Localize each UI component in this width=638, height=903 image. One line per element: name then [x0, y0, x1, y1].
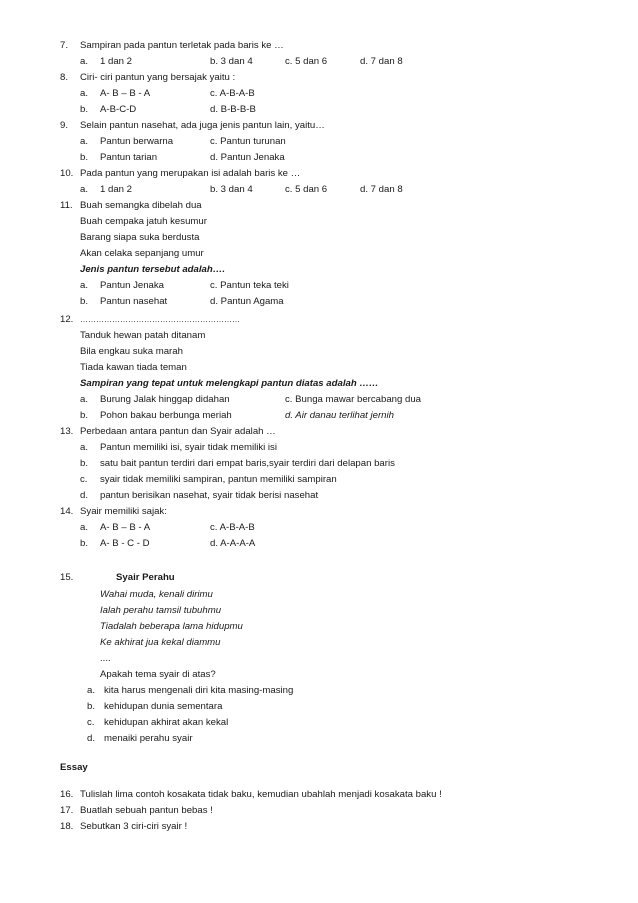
q8-option-b-label: b.	[80, 104, 89, 115]
q11-pantun-line-1: Buah semangka dibelah dua	[80, 200, 202, 211]
q9-option-d: d. Pantun Jenaka	[210, 152, 285, 163]
q10-option-c: c. 5 dan 6	[285, 184, 328, 195]
q7-question: Sampiran pada pantun terletak pada baris ke …	[80, 40, 284, 51]
q15-option-b-label: b.	[87, 701, 96, 712]
q14-number: 14.	[60, 506, 74, 517]
q12-option-a: Burung Jalak hinggap didahan	[100, 394, 230, 405]
q10-option-b: b. 3 dan 4	[210, 184, 253, 195]
q8-option-a: A- B – B - A	[100, 88, 151, 99]
q14-option-b-label: b.	[80, 538, 89, 549]
q13-option-a: Pantun memiliki isi, syair tidak memiliki isi	[100, 442, 277, 453]
q11-number: 11.	[60, 200, 73, 211]
q11-pantun-line-2: Buah cempaka jatuh kesumur	[80, 216, 207, 227]
q10-option-d: d. 7 dan 8	[360, 184, 403, 195]
q13-option-c: syair tidak memiliki sampiran, pantun memiliki sampiran	[100, 474, 337, 485]
q15-option-c: kehidupan akhirat akan kekal	[104, 717, 229, 728]
q9-option-a-label: a.	[80, 136, 89, 147]
essay-item-18-number: 18.	[60, 821, 74, 832]
q12-option-d: d. Air danau terlihat jernih	[285, 410, 394, 421]
q15-option-d-label: d.	[87, 733, 96, 744]
q15-syair-line-1: Wahai muda, kenali dirimu	[100, 589, 213, 600]
q15-option-a: kita harus mengenali diri kita masing-masing	[104, 685, 294, 696]
q13-option-d-label: d.	[80, 490, 89, 501]
q11-pantun-line-3: Barang siapa suka berdusta	[80, 232, 200, 243]
q11-option-a: Pantun Jenaka	[100, 280, 165, 291]
q15-ellipsis: ....	[100, 653, 111, 664]
essay-item-17-number: 17.	[60, 805, 74, 816]
q12-option-a-label: a.	[80, 394, 89, 405]
q11-option-d: d. Pantun Agama	[210, 296, 284, 307]
q11-option-b-label: b.	[80, 296, 89, 307]
essay-item-16-number: 16.	[60, 789, 74, 800]
q12-pantun-line-2: Bila engkau suka marah	[80, 346, 183, 357]
q10-option-a-label: a.	[80, 184, 89, 195]
q7-option-a-label: a.	[80, 56, 89, 67]
q11-option-a-label: a.	[80, 280, 89, 291]
q9-option-b: Pantun tarian	[100, 152, 158, 163]
q10-option-a: 1 dan 2	[100, 184, 133, 195]
q14-option-d: d. A-A-A-A	[210, 538, 256, 549]
q13-option-b-label: b.	[80, 458, 89, 469]
q7-option-d: d. 7 dan 8	[360, 56, 403, 67]
q15-prompt: Apakah tema syair di atas?	[100, 669, 216, 680]
q15-option-a-label: a.	[87, 685, 96, 696]
essay-item-17: Buatlah sebuah pantun bebas !	[80, 805, 213, 816]
q15-option-b: kehidupan dunia sementara	[104, 701, 223, 712]
q12-number: 12.	[60, 314, 74, 325]
q9-option-b-label: b.	[80, 152, 89, 163]
q8-question: Ciri- ciri pantun yang bersajak yaitu :	[80, 72, 236, 83]
q13-number: 13.	[60, 426, 74, 437]
q15-option-d: menaiki perahu syair	[104, 733, 193, 744]
q14-option-c: c. A-B-A-B	[210, 522, 255, 533]
q14-question: Syair memiliki sajak:	[80, 506, 167, 517]
q13-option-d: pantun berisikan nasehat, syair tidak berisi nasehat	[100, 490, 319, 501]
q11-option-c: c. Pantun teka teki	[210, 280, 289, 291]
q7-option-c: c. 5 dan 6	[285, 56, 328, 67]
q13-question: Perbedaan antara pantun dan Syair adalah …	[80, 426, 276, 437]
q12-option-b-label: b.	[80, 410, 89, 421]
q8-option-a-label: a.	[80, 88, 89, 99]
q7-option-a: 1 dan 2	[100, 56, 133, 67]
q13-option-c-label: c.	[80, 474, 88, 485]
q12-option-b: Pohon bakau berbunga meriah	[100, 410, 232, 421]
q14-option-a-label: a.	[80, 522, 89, 533]
q12-blank-line: ……………………………………………………	[80, 315, 240, 324]
q15-option-c-label: c.	[87, 717, 95, 728]
q9-option-c: c. Pantun turunan	[210, 136, 286, 147]
q8-option-c: c. A-B-A-B	[210, 88, 255, 99]
q8-option-d: d. B-B-B-B	[210, 104, 256, 115]
q8-number: 8.	[60, 72, 69, 83]
q14-option-b: A- B - C - D	[100, 538, 150, 549]
q11-pantun-line-4: Akan celaka sepanjang umur	[80, 248, 204, 259]
q12-option-c: c. Bunga mawar bercabang dua	[285, 394, 421, 405]
q12-pantun-line-3: Tiada kawan tiada teman	[80, 362, 187, 373]
q15-syair-line-3: Tiadalah beberapa lama hidupmu	[100, 621, 243, 632]
q8-option-b: A-B-C-D	[100, 104, 137, 115]
q15-syair-title: Syair Perahu	[116, 572, 175, 583]
q14-option-a: A- B – B - A	[100, 522, 151, 533]
q10-number: 10.	[60, 168, 74, 179]
essay-item-16: Tulislah lima contoh kosakata tidak baku, kemudian ubahlah menjadi kosakata baku !	[80, 789, 442, 800]
q9-question: Selain pantun nasehat, ada juga jenis pantun lain, yaitu…	[80, 120, 325, 131]
q13-option-a-label: a.	[80, 442, 89, 453]
q12-pantun-line-1: Tanduk hewan patah ditanam	[80, 330, 206, 341]
q9-number: 9.	[60, 120, 69, 131]
q15-number: 15.	[60, 572, 74, 583]
q9-option-a: Pantun berwarna	[100, 136, 174, 147]
q15-syair-line-2: Ialah perahu tamsil tubuhmu	[100, 605, 222, 616]
q11-prompt: Jenis pantun tersebut adalah….	[80, 264, 226, 275]
q7-number: 7.	[60, 40, 69, 51]
q12-prompt: Sampiran yang tepat untuk melengkapi pantun diatas adalah ……	[80, 378, 379, 389]
q10-question: Pada pantun yang merupakan isi adalah baris ke …	[80, 168, 301, 179]
essay-heading: Essay	[60, 762, 88, 773]
q15-syair-line-4: Ke akhirat jua kekal diammu	[100, 637, 221, 648]
q7-option-b: b. 3 dan 4	[210, 56, 253, 67]
essay-item-18: Sebutkan 3 ciri-ciri syair !	[80, 821, 188, 832]
q11-option-b: Pantun nasehat	[100, 296, 168, 307]
q13-option-b: satu bait pantun terdiri dari empat baris,syair terdiri dari delapan baris	[100, 458, 395, 469]
